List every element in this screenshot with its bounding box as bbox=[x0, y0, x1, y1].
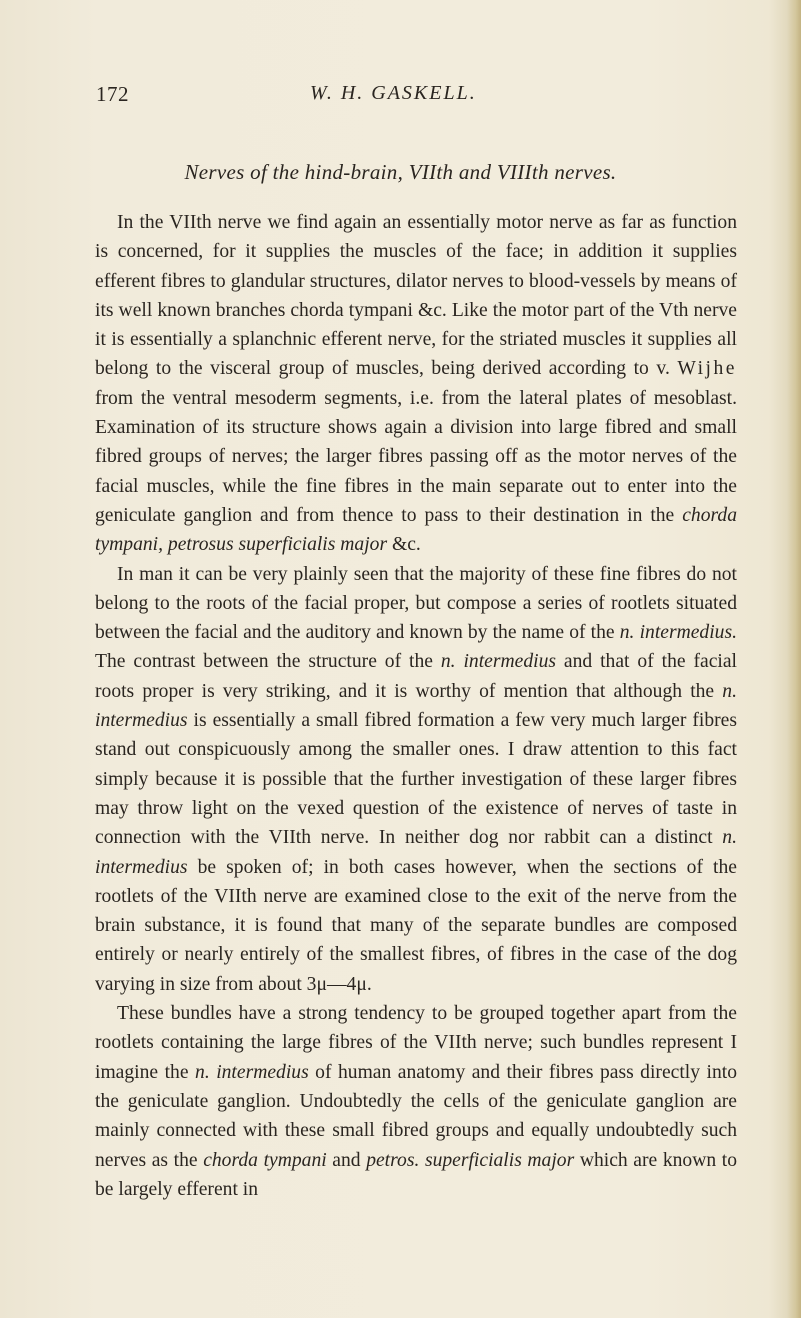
paragraph bbox=[95, 999, 737, 1204]
page-edge-shadow bbox=[787, 0, 801, 1318]
paragraph bbox=[95, 208, 737, 560]
italic-term: n. intermedius bbox=[440, 651, 556, 673]
text-run: from the ventral mesoderm segments, i.e. from the lateral plates of mesoblast. Examination of its structure shows again a division into large fibred and small fibred groups of nerves; the larger fibres passing off as the motor nerves of the facial muscles, while the fine fibres in the main separate out to enter into the geniculate ganglion and from thence to pass to their destination in the bbox=[95, 387, 737, 526]
text-run: and that of the facial roots proper is very striking, and it is worthy of mention that although the bbox=[95, 651, 737, 702]
text-run: which are known to be largely efferent in bbox=[95, 1149, 737, 1200]
italic-term: n. intermedius. bbox=[619, 622, 737, 644]
text-run: In the VIIth nerve we find again an essentially motor nerve as far as function is concerned, for it supplies the muscles of the face; in addition it supplies efferent fibres to glandular structures, dilator nerves to blood-vessels by means of its well known branches chorda tympani &c. Like the motor part of the Vth nerve it is essentially a splanchnic efferent nerve, for the striated muscles it supplies all belong to the visceral group of muscles, being derived according to v. bbox=[95, 212, 737, 380]
text-run: be spoken of; in both cases however, when the sections of the rootlets of the VIIth nerve are examined close to the exit of the nerve from the brain substance, it is found that many of the separate bundles are composed entirely or nearly entirely of the smallest fibres, of fibres in the case of the dog varying in size from about 3μ—4μ. bbox=[95, 856, 737, 995]
text-run: In man it can be very plainly seen that the majority of these fine fibres do not belong to the roots of the facial proper, but compose a series of rootlets situated between the facial and the auditory and known by the name of the bbox=[95, 563, 737, 644]
text-run: is essentially a small fibred formation a few very much larger fibres stand out conspicuously among the smaller ones. I draw attention to this fact simply because it is possible that the further investigation of these larger fibres may throw light on the vexed question of the existence of nerves of taste in connection with the VIIth nerve. In neither dog nor rabbit can a distinct bbox=[95, 710, 737, 849]
italic-term: chorda tympani, petrosus superficialis major bbox=[95, 504, 737, 556]
text-run: These bundles have a strong tendency to be grouped together apart from the rootlets containing the large fibres of the VIIth nerve; such bundles represent I imagine the bbox=[95, 1003, 737, 1083]
text-run: of human anatomy and their fibres pass directly into the geniculate ganglion. Undoubtedly the cells of the geniculate ganglion are mainly connected with these small fibred groups and equally undoubtedly such nerves as the bbox=[95, 1061, 737, 1171]
text-run: The contrast between the structure of the bbox=[95, 651, 441, 673]
italic-term: chorda tympani bbox=[203, 1149, 327, 1171]
paragraph bbox=[95, 560, 737, 999]
body-text bbox=[95, 208, 737, 1204]
italic-term: n. intermedius bbox=[95, 827, 737, 878]
italic-term: n. intermedius bbox=[195, 1061, 309, 1083]
text-run: and bbox=[326, 1149, 367, 1171]
running-head bbox=[96, 82, 741, 112]
italic-term: n. intermedius bbox=[95, 680, 737, 732]
section-title: Nerves of the hind-brain, VIIth and VIIIth nerves. bbox=[184, 160, 617, 184]
page-number: 172 bbox=[96, 82, 129, 106]
italic-term: petros. superficialis major bbox=[366, 1149, 575, 1171]
running-head-author: W. H. GASKELL. bbox=[310, 82, 477, 104]
author-name-spaced: Wijhe bbox=[677, 358, 737, 380]
text-run: &c. bbox=[387, 534, 421, 556]
